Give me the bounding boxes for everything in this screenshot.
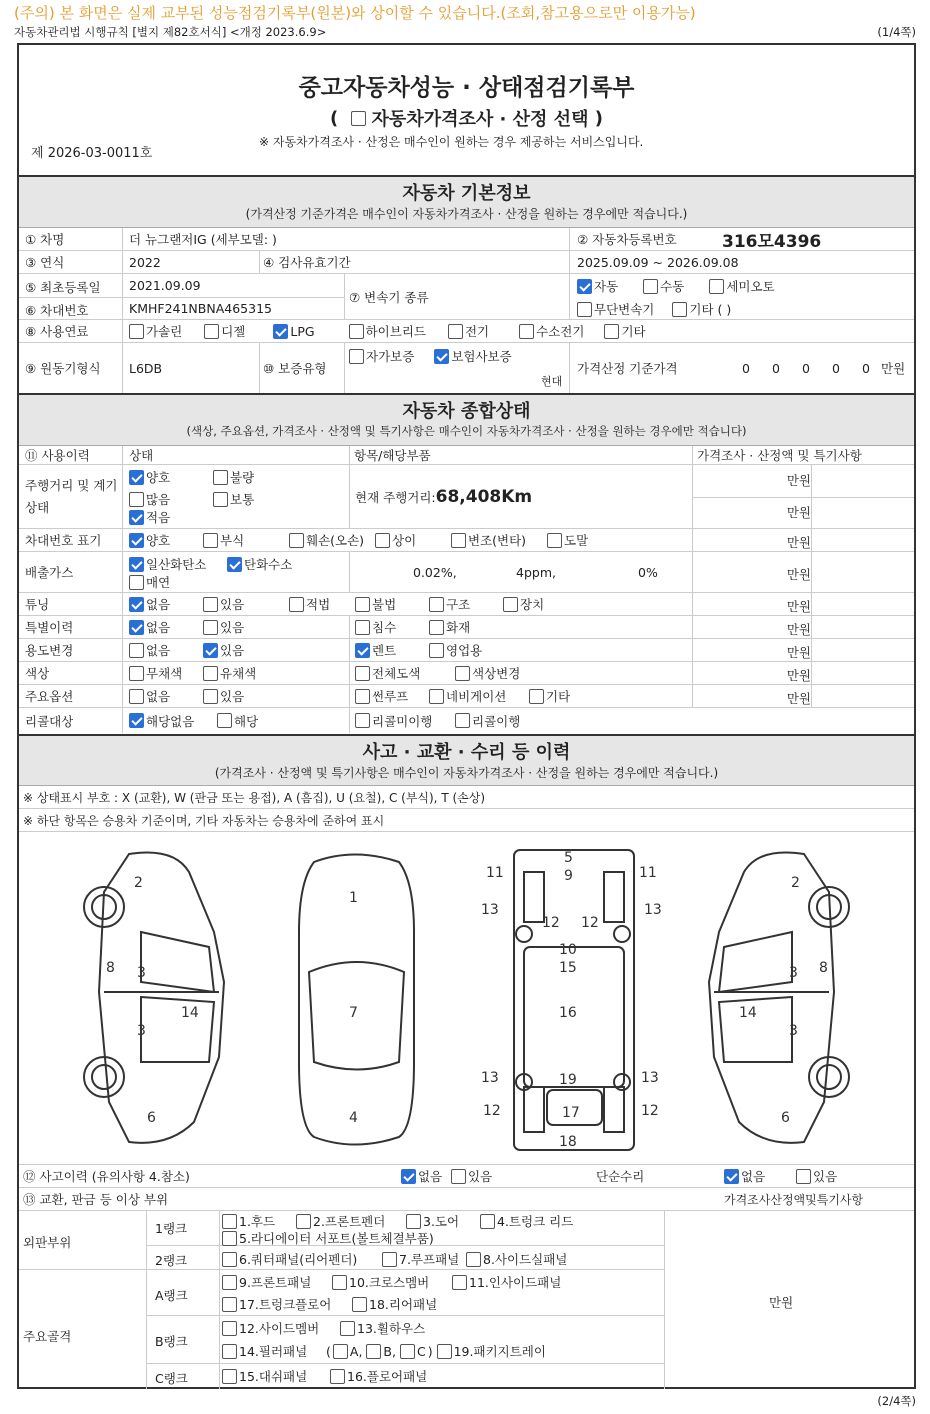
part-door-checkbox[interactable]: [406, 1214, 421, 1229]
special-fire-checkbox[interactable]: [429, 620, 444, 635]
tuning-structure-checkbox[interactable]: [429, 597, 444, 612]
fuel-label: ⑧ 사용연료: [25, 324, 89, 339]
options-navigation-checkbox[interactable]: [429, 689, 444, 704]
part-trunk-lid-checkbox[interactable]: [480, 1214, 495, 1229]
status-symbol-legend: ※ 상태표시 부호 : X (교환), W (판금 또는 용접), A (흠집), U (요철), C (부식), T (손상): [23, 790, 486, 805]
mileage-normal-checkbox[interactable]: [213, 492, 228, 507]
part-12-label-b: 12: [581, 915, 599, 931]
mileage-few-checkbox[interactable]: [129, 510, 144, 525]
page-number-top: (1/4쪽): [877, 25, 916, 39]
part-9-label: 9: [564, 868, 573, 884]
year-label: ③ 연식: [25, 255, 65, 270]
fuel-options: 가솔린 디젤 LPG 하이브리드 전기 수소전기 기타: [129, 320, 656, 342]
car-name-label: ① 차명: [25, 232, 65, 247]
part-dash-panel-checkbox[interactable]: [222, 1369, 237, 1384]
part-hood-checkbox[interactable]: [222, 1214, 237, 1229]
part-3-left-label-b: 3: [137, 1023, 146, 1039]
options-label: 주요옵션: [25, 689, 74, 704]
record-form: [17, 43, 916, 1389]
part-3-right-label-b: 3: [789, 1023, 798, 1039]
emission-co-value: 0.02%,: [413, 564, 457, 580]
part-roof-panel-checkbox[interactable]: [382, 1252, 397, 1267]
fuel-hydrogen-checkbox[interactable]: [519, 324, 534, 339]
special-flood-checkbox[interactable]: [355, 620, 370, 635]
tuning-label: 튜닝: [25, 597, 50, 612]
part-pillar-panel-checkbox[interactable]: [222, 1344, 237, 1359]
fuel-diesel-checkbox[interactable]: [204, 324, 219, 339]
special-none-checkbox[interactable]: [129, 620, 144, 635]
warranty-self-checkbox[interactable]: [349, 349, 364, 364]
options-none-checkbox[interactable]: [129, 689, 144, 704]
part-14-left-label: 14: [181, 1005, 199, 1021]
warranty-insurer-checkbox[interactable]: [434, 349, 449, 364]
basic-info-title: 자동차 기본정보: [402, 183, 531, 204]
part-2-left-label: 2: [134, 875, 143, 891]
part-side-member-checkbox[interactable]: [222, 1321, 237, 1336]
usage-history-header: ⑪ 사용이력: [25, 448, 90, 463]
part-15-label: 15: [559, 960, 577, 976]
left-side-view: [84, 852, 224, 1142]
part-10-label: 10: [559, 942, 577, 958]
pillar-c-checkbox[interactable]: [400, 1344, 415, 1359]
part-11-label-b: 11: [639, 865, 657, 881]
tuning-legal-checkbox[interactable]: [289, 597, 304, 612]
simple-repair-none-checkbox[interactable]: [724, 1169, 739, 1184]
recall-not-done-checkbox[interactable]: [355, 713, 370, 728]
accident-title: 사고 · 교환 · 수리 등 이력: [362, 742, 571, 763]
recall-none-checkbox[interactable]: [129, 713, 144, 728]
part-quarter-panel-checkbox[interactable]: [222, 1252, 237, 1267]
page-title: 중고자동차성능 · 상태점검기록부: [298, 75, 635, 101]
special-yes-checkbox[interactable]: [203, 620, 218, 635]
emission-co-checkbox[interactable]: [129, 557, 144, 572]
exchange-label: ⑬ 교환, 판금 등 이상 부위: [23, 1192, 169, 1207]
recall-done-checkbox[interactable]: [455, 713, 470, 728]
rank-a-label: A랭크: [155, 1288, 188, 1303]
outer-panel-label: 외판부위: [23, 1235, 72, 1250]
price-remark-header: 가격조사 · 산정액 및 특기사항: [697, 448, 862, 463]
transmission-options-a: 자동 수동 세미오토: [577, 277, 785, 295]
part-12-label-c: 12: [483, 1103, 501, 1119]
options-sunroof-checkbox[interactable]: [355, 689, 370, 704]
part-wheel-house-checkbox[interactable]: [340, 1321, 355, 1336]
options-yes-checkbox[interactable]: [203, 689, 218, 704]
vin-smear-checkbox[interactable]: [547, 533, 562, 548]
overall-note: (색상, 주요옵션, 가격조사 · 산정액 및 특기사항은 매수인이 자동차가격조사 · 산정을 원하는 경우에만 적습니다): [186, 424, 747, 438]
part-17-label: 17: [562, 1105, 580, 1121]
price-select-checkbox[interactable]: [351, 111, 366, 126]
part-8-right-label: 8: [819, 960, 828, 976]
part-13-label-a: 13: [481, 902, 499, 918]
mileage-bad-checkbox[interactable]: [213, 470, 228, 485]
rank-b-label: B랭크: [155, 1334, 188, 1349]
exchange-price-remark-label: 가격조사산정액및특기사항: [724, 1192, 864, 1207]
use-yes-checkbox[interactable]: [203, 643, 218, 658]
trans-auto-checkbox[interactable]: [577, 279, 592, 294]
form-subtitle: 자동차관리법 시행규칙 [별지 제82호서식] <개정 2023.6.9>: [14, 25, 327, 39]
inspection-validity-label: ④ 검사유효기간: [263, 255, 351, 270]
part-2-right-label: 2: [791, 875, 800, 891]
main-frame-label: 주요골격: [23, 1329, 72, 1344]
part-inside-panel-checkbox[interactable]: [452, 1275, 467, 1290]
transmission-options-b: 무단변속기 기타 ( ): [577, 300, 741, 318]
part-1-label: 1: [349, 890, 358, 906]
vin-corrosion-checkbox[interactable]: [203, 533, 218, 548]
mileage-text: 현재 주행거리:: [355, 489, 436, 505]
use-rent-checkbox[interactable]: [355, 643, 370, 658]
engine-type-value: L6DB: [129, 360, 163, 376]
transmission-label: ⑦ 변속기 종류: [349, 289, 429, 305]
color-achromatic-checkbox[interactable]: [129, 666, 144, 681]
fuel-ev-checkbox[interactable]: [448, 324, 463, 339]
form-header: [19, 45, 914, 175]
vin-damage-checkbox[interactable]: [289, 533, 304, 548]
part-13-label-b: 13: [644, 902, 662, 918]
overall-status-section: 자동차 종합상태 (색상, 주요옵션, 가격조사 · 산정액 및 특기사항은 매수인이 자동차가격조사 · 산정을 원하는 경우에만 적습니다) ⑪ 사용이력 상태 항목/해당부품 가격조사 · 산정액 및 특기사항 주행거리 및 계기 상태 양호 불량 많음 보통 적음 현재 주행거리: 68,408Km 만원 만원 차대번호 표기 양호 부식 훼손(오손) 상이 변조(변타) 도말 만원 배출가스 일산화탄소 탄화수소 매연 0.02%, 4ppm, 0% 만원 튜닝 없음 있음 적법 불법 구조 장치 만원 특별이력 없음 있음 침수 화재 만원 용도변경 없음 있음 렌트 영업용 만원 색상 무채색 유채색 전체도색 색상변경 만원 주요옵션 없음 있음 썬루프 네비게이션 기타 만원 리콜대상 해당없음 해당 리콜미이행 리콜이행: [19, 393, 914, 734]
part-8-left-label: 8: [106, 960, 115, 976]
rank-2-label: 2랭크: [155, 1253, 188, 1268]
status-header: 상태: [129, 448, 154, 463]
part-14-right-label: 14: [739, 1005, 757, 1021]
recall-yes-checkbox[interactable]: [217, 713, 232, 728]
use-change-label: 용도변경: [25, 643, 74, 658]
rank-table: 외판부위 주요골격 1랭크 2랭크 A랭크 B랭크 C랭크 1.후드 2.프론트펜더 3.도어 4.트렁크 리드 5.라디에이터 서포트(볼트체결부품) 6.쿼터패널(리어펜더) 7.루프패널 8.사이드실패널 9.프론트패널 10.크로스멤버 11.인사이드패널 17.트렁크플로어 18.리어패널 12.사이드멤버 13.휠하우스 14.필러패널 ( A, B, C ) 19.패키지트레이 15.대쉬패널 16.플로어패널 만원: [19, 1211, 914, 1389]
pillar-a-checkbox[interactable]: [333, 1344, 348, 1359]
trans-manual-checkbox[interactable]: [643, 279, 658, 294]
vin-marking-label: 차대번호 표기: [25, 533, 102, 548]
tuning-yes-checkbox[interactable]: [203, 597, 218, 612]
car-name-value: 더 뉴그랜저IG (세부모델: ): [129, 232, 277, 247]
emission-hc-checkbox[interactable]: [227, 557, 242, 572]
warning-text: (주의) 본 화면은 실제 교부된 성능점검기록부(원본)와 상이할 수 있습니다.(조회,참고용으로만 이용가능): [14, 4, 696, 22]
emission-hc-value: 4ppm,: [516, 564, 556, 580]
rank-c-label: C랭크: [155, 1371, 188, 1386]
warranty-label: ⑩ 보증유형: [263, 361, 327, 376]
accident-note: (가격조사 · 산정액 및 특기사항은 매수인이 자동차가격조사 · 산정을 원하는 경우에만 적습니다.): [214, 766, 719, 780]
simple-repair-label: 단순수리: [596, 1169, 645, 1184]
part-3-left-label-a: 3: [137, 965, 146, 981]
part-rear-panel-checkbox[interactable]: [352, 1297, 367, 1312]
engine-type-label: ⑨ 원동기형식: [25, 361, 101, 376]
price-select-line: ( 자동차가격조사 · 산정 선택 ): [19, 105, 914, 131]
part-side-sill-checkbox[interactable]: [466, 1252, 481, 1267]
special-history-label: 특별이력: [25, 620, 74, 635]
trans-semi-checkbox[interactable]: [709, 279, 724, 294]
vin-good-checkbox[interactable]: [129, 533, 144, 548]
part-package-tray-checkbox[interactable]: [437, 1344, 452, 1359]
parts-header: 항목/해당부품: [354, 448, 431, 463]
use-business-checkbox[interactable]: [429, 643, 444, 658]
tuning-device-checkbox[interactable]: [503, 597, 518, 612]
emission-smoke-checkbox[interactable]: [129, 575, 144, 590]
vin-tamper-checkbox[interactable]: [451, 533, 466, 548]
accident-none-checkbox[interactable]: [401, 1169, 416, 1184]
part-floor-panel-checkbox[interactable]: [330, 1369, 345, 1384]
part-18-label: 18: [559, 1134, 577, 1150]
part-5-label: 5: [564, 850, 573, 866]
mileage-good-checkbox[interactable]: [129, 470, 144, 485]
recall-label: 리콜대상: [25, 713, 74, 729]
vin-differ-checkbox[interactable]: [375, 533, 390, 548]
basic-info-note: (가격산정 기준가격은 매수인이 자동차가격조사 · 산정을 원하는 경우에만 적습니다.): [245, 207, 688, 221]
part-13-label-c: 13: [481, 1070, 499, 1086]
color-repaint-checkbox[interactable]: [355, 666, 370, 681]
reg-number-value: 316모4396: [722, 231, 822, 250]
part-11-label-a: 11: [486, 865, 504, 881]
emission-smoke-value: 0%: [638, 564, 658, 580]
fuel-hybrid-checkbox[interactable]: [349, 324, 364, 339]
document-number: 제 2026-03-0011호: [31, 146, 153, 161]
accident-yes-checkbox[interactable]: [451, 1169, 466, 1184]
trans-cvt-checkbox[interactable]: [577, 302, 592, 317]
reg-number-label: ② 자동차등록번호: [577, 232, 677, 247]
accident-history-label: ⑫ 사고이력 (유의사항 4.참소): [23, 1169, 190, 1184]
right-side-view: [709, 852, 849, 1142]
rank-price-unit: 만원: [769, 1295, 794, 1310]
vin-value: KMHF241NBNA465315: [129, 301, 272, 316]
tuning-none-checkbox[interactable]: [129, 597, 144, 612]
warranty-company: 현대: [541, 375, 563, 388]
use-none-checkbox[interactable]: [129, 643, 144, 658]
part-19-label: 19: [559, 1072, 577, 1088]
basic-info-section: [19, 175, 914, 393]
first-reg-label: ⑤ 최초등록일: [25, 280, 101, 295]
part-front-panel-checkbox[interactable]: [222, 1275, 237, 1290]
rank-1-label: 1랭크: [155, 1221, 188, 1236]
price-base-value: 0 0 0 0 0 만원: [742, 360, 906, 376]
color-chromatic-checkbox[interactable]: [203, 666, 218, 681]
first-reg-value: 2021.09.09: [129, 278, 201, 293]
part-front-fender-checkbox[interactable]: [296, 1214, 311, 1229]
car-diagram-svg: [19, 832, 914, 1165]
fuel-gasoline-checkbox[interactable]: [129, 324, 144, 339]
warranty-options: 자가보증 보험사보증: [349, 347, 522, 365]
price-base-label: 가격산정 기준가격: [577, 361, 678, 376]
part-trunk-floor-checkbox[interactable]: [222, 1297, 237, 1312]
mileage-label: 주행거리 및 계기 상태: [25, 478, 118, 515]
fuel-other-checkbox[interactable]: [604, 324, 619, 339]
accident-section: 사고 · 교환 · 수리 등 이력 (가격조사 · 산정액 및 특기사항은 매수인이 자동차가격조사 · 산정을 원하는 경우에만 적습니다.) ※ 상태표시 부호 : X (교환), W (판금 또는 용접), A (흠집), U (요철), C (부식), T (손상) ※ 하단 항목은 승용차 기준이며, 기타 자동차는 승용차에 준하여 표시 2 3 3 8 14 6 1 7 4 5 9 11 11 13 13 12 12 10 15 16 13 13 19 12 12 17 18 2 3 3 8 14 6 ⑫ 사고이력 (유의사항 4.참소) 없음 있음 단순수리 없음 있음 ⑬ 교환, 판금 등 이상 부위 가격조사산정액및특기사항 외판부위 주요골격 1랭크 2랭크 A랭크 B랭크 C랭크 1.후드 2.프론트펜더 3.도어 4.트렁크 리드 5.라디에이터 서포트(볼트체결부품) 6.쿼터패널(리어펜더) 7.루프패널 8.사이드실패널 9.프론트패널 10.크로스멤버 11.인사이드패널 17.트렁크플로어 18.리어패널 12.사이드멤버 13.휠하우스 14.필러패널 ( A, B, C ) 19.패키지트레이 15.대쉬패널 16.플로어패널 만원: [19, 734, 914, 1389]
mileage-value: 68,408Km: [435, 486, 533, 507]
tuning-illegal-checkbox[interactable]: [355, 597, 370, 612]
year-value: 2022: [129, 254, 161, 270]
car-diagram: [19, 832, 914, 1165]
emission-label: 배출가스: [25, 565, 74, 580]
part-13-label-d: 13: [641, 1070, 659, 1086]
part-cross-member-checkbox[interactable]: [332, 1275, 347, 1290]
color-label: 색상: [25, 666, 50, 681]
part-6-right-label: 6: [781, 1110, 790, 1126]
mileage-many-checkbox[interactable]: [129, 492, 144, 507]
vin-label: ⑥ 차대번호: [25, 303, 89, 318]
part-12-label-d: 12: [641, 1103, 659, 1119]
pillar-b-checkbox[interactable]: [366, 1344, 381, 1359]
price-select-label: 자동차가격조사 · 산정 선택: [371, 109, 589, 130]
part-4-label: 4: [349, 1110, 358, 1126]
part-7-label: 7: [349, 1005, 358, 1021]
color-change-checkbox[interactable]: [455, 666, 470, 681]
options-other-checkbox[interactable]: [529, 689, 544, 704]
trans-other-checkbox[interactable]: [672, 302, 687, 317]
passenger-car-note: ※ 하단 항목은 승용차 기준이며, 기타 자동차는 승용차에 준하여 표시: [23, 813, 385, 828]
part-6-left-label: 6: [147, 1110, 156, 1126]
inspection-validity-value: 2025.09.09 ~ 2026.09.08: [577, 254, 739, 270]
part-12-label-a: 12: [542, 915, 560, 931]
part-3-right-label-a: 3: [789, 965, 798, 981]
price-note: ※ 자동차가격조사 · 산정은 매수인이 원하는 경우 제공하는 서비스입니다.: [259, 135, 644, 149]
overall-title: 자동차 종합상태: [402, 401, 531, 422]
simple-repair-yes-checkbox[interactable]: [796, 1169, 811, 1184]
page-number-bottom: (2/4쪽): [877, 1394, 916, 1408]
fuel-lpg-checkbox[interactable]: [273, 324, 288, 339]
part-radiator-support-checkbox[interactable]: [222, 1231, 237, 1246]
part-16-label: 16: [559, 1005, 577, 1021]
